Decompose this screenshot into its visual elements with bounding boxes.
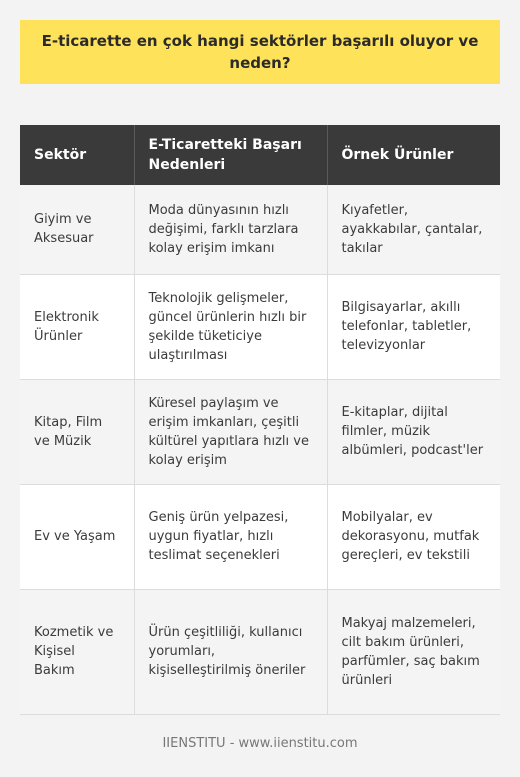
table-row (20, 484, 500, 589)
cell-examples: E-kitaplar, dijital filmler, müzik albümleri, podcast'ler (327, 379, 500, 484)
cell-sector: Elektronik Ürünler (20, 274, 134, 379)
header-success-reasons: E-Ticaretteki Başarı Nedenleri (134, 125, 327, 185)
cell-sector: Giyim ve Aksesuar (20, 185, 134, 274)
cell-reasons: Ürün çeşitliliği, kullanıcı yorumları, kişiselleştirilmiş öneriler (134, 589, 327, 714)
table-header-row (20, 125, 500, 185)
cell-examples: Bilgisayarlar, akıllı telefonlar, tabletler, televizyonlar (327, 274, 500, 379)
cell-examples: Kıyafetler, ayakkabılar, çantalar, takılar (327, 185, 500, 274)
cell-sector: Kozmetik ve Kişisel Bakım (20, 589, 134, 714)
cell-reasons: Moda dünyasının hızlı değişimi, farklı tarzlara kolay erişim imkanı (134, 185, 327, 274)
table-row (20, 185, 500, 274)
table-row (20, 379, 500, 484)
header-sector: Sektör (20, 125, 134, 185)
table-row (20, 589, 500, 714)
cell-sector: Ev ve Yaşam (20, 484, 134, 589)
cell-reasons: Geniş ürün yelpazesi, uygun fiyatlar, hızlı teslimat seçenekleri (134, 484, 327, 589)
cell-reasons: Teknolojik gelişmeler, güncel ürünlerin hızlı bir şekilde tüketiciye ulaştırılması (134, 274, 327, 379)
cell-reasons: Küresel paylaşım ve erişim imkanları, çeşitli kültürel yapıtlara hızlı ve kolay erişim (134, 379, 327, 484)
footer-credit: IIENSTITU - www.iienstitu.com (162, 736, 358, 751)
cell-examples: Makyaj malzemeleri, cilt bakım ürünleri, parfümler, saç bakım ürünleri (327, 589, 500, 714)
title-banner (20, 20, 500, 84)
page-title: E-ticarette en çok hangi sektörler başarılı oluyor ve neden? (41, 32, 479, 72)
cell-examples: Mobilyalar, ev dekorasyonu, mutfak gereçleri, ev tekstili (327, 484, 500, 589)
sectors-table (20, 125, 500, 715)
cell-sector: Kitap, Film ve Müzik (20, 379, 134, 484)
header-example-products: Örnek Ürünler (327, 125, 500, 185)
table-row (20, 274, 500, 379)
